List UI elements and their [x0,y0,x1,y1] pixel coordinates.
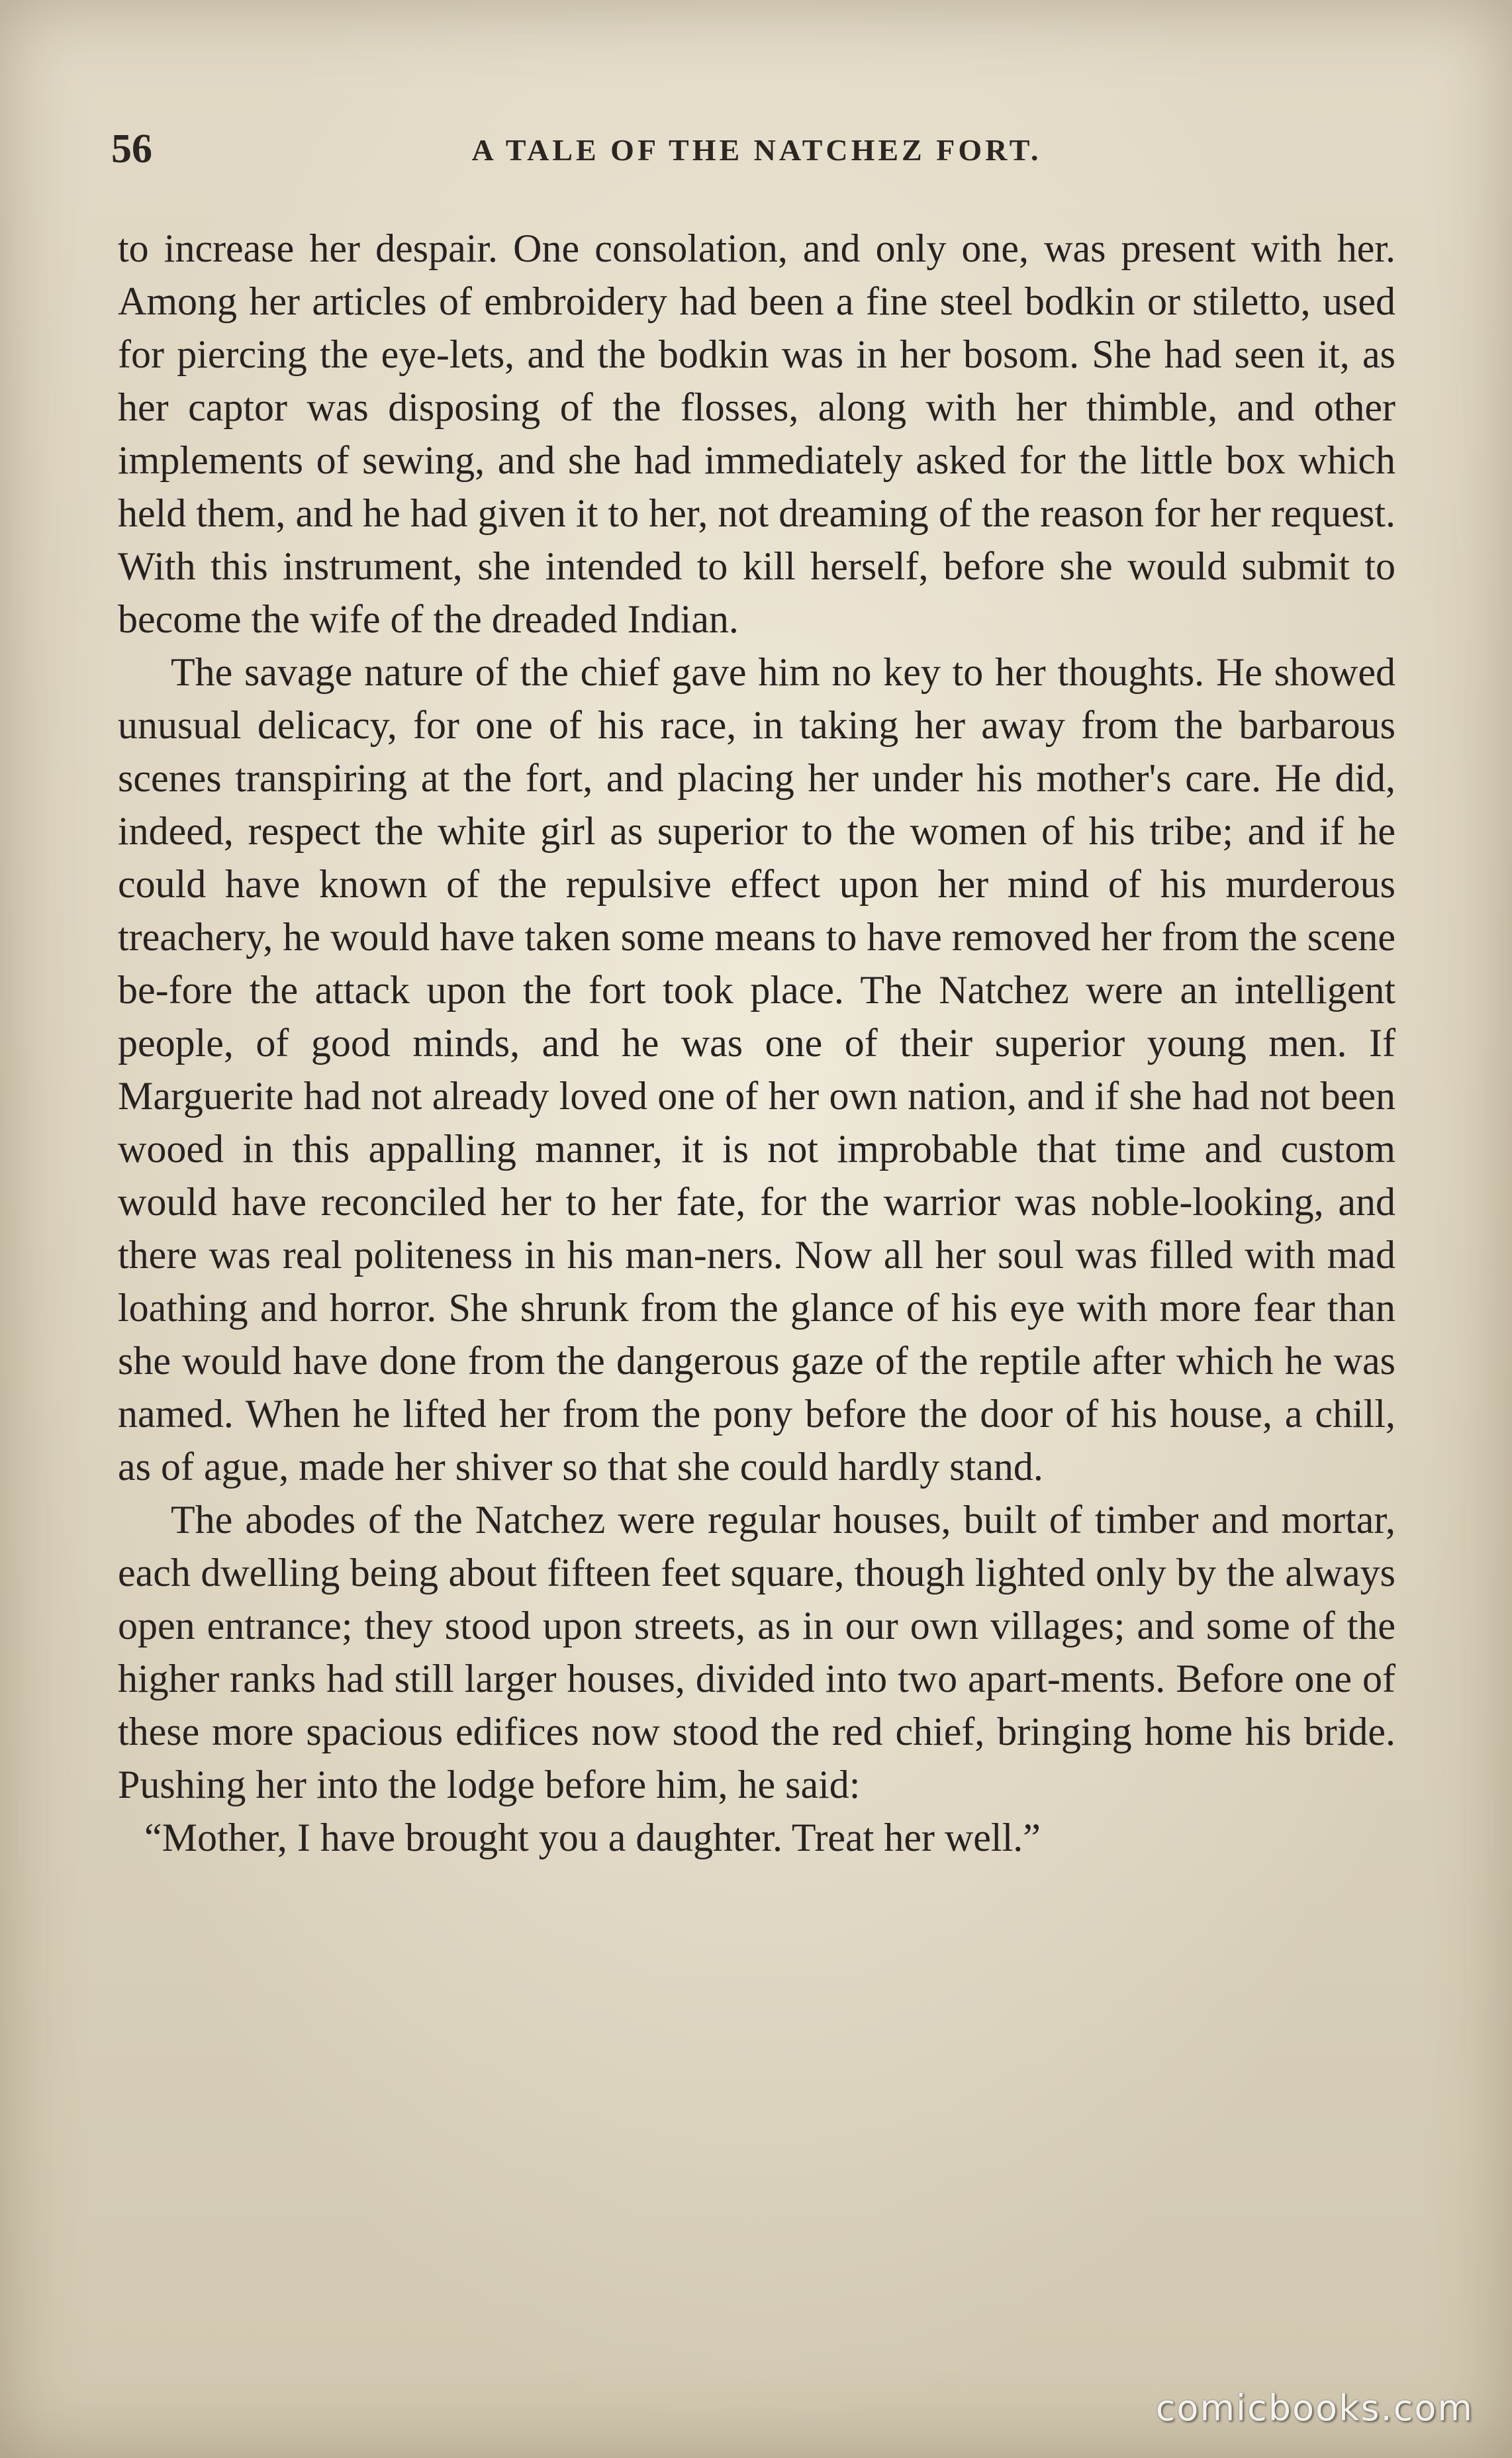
running-title: A TALE OF THE NATCHEZ FORT. [471,133,1042,167]
watermark: comicbooks.com [1155,2387,1474,2429]
body-text [118,222,1395,1864]
page-number: 56 [111,126,152,172]
dialogue-paragraph: “Mother, I have brought you a daughter. Treat her well.” [144,1816,1041,1859]
paragraph-continued: to increase her despair. One consolation, and only one, was present with her. Among her articles of embroidery had been a fine steel bodkin or stiletto, used for piercing the eye-lets, and the bodkin was in her bosom. She had seen it, as her captor was disposing of the flosses, along with her thimble, and other implements of sewing, and she had immediately asked for the little box which held them, and he had given it to her, not dreaming of the reason for her request. With this instrument, she intended to kill herself, before she would submit to become the wife of the dreaded Indian. [118,226,1395,641]
running-head [111,126,1402,185]
paragraph: The abodes of the Natchez were regular houses, built of timber and mortar, each dwelling being about fifteen feet square, though lighted only by the always open entrance; they stood upon streets, as in our own villages; and some of the higher ranks had still larger houses, divided into two apart-ments. Before one of these more spacious edifices now stood the red chief, bringing home his bride. Pushing her into the lodge before him, he said: [118,1498,1395,1806]
paragraph: The savage nature of the chief gave him no key to her thoughts. He showed unusual delicacy, for one of his race, in taking her away from the barbarous scenes transpiring at the fort, and placing her under his mother's care. He did, indeed, respect the white girl as superior to the women of his tribe; and if he could have known of the repulsive effect upon her mind of his murderous treachery, he would have taken some means to have removed her from the scene be-fore the attack upon the fort took place. The Natchez were an intelligent people, of good minds, and he was one of their superior young men. If Marguerite had not already loved one of her own nation, and if she had not been wooed in this appalling manner, it is not improbable that time and custom would have reconciled her to her fate, for the warrior was noble-looking, and there was real politeness in his man-ners. Now all her soul was filled with mad loathing and horror. She shrunk from the glance of his eye with more fear than she would have done from the dangerous gaze of the reptile after which he was named. When he lifted her from the pony before the door of his house, a chill, as of ague, made her shiver so that she could hardly stand. [118,650,1395,1489]
